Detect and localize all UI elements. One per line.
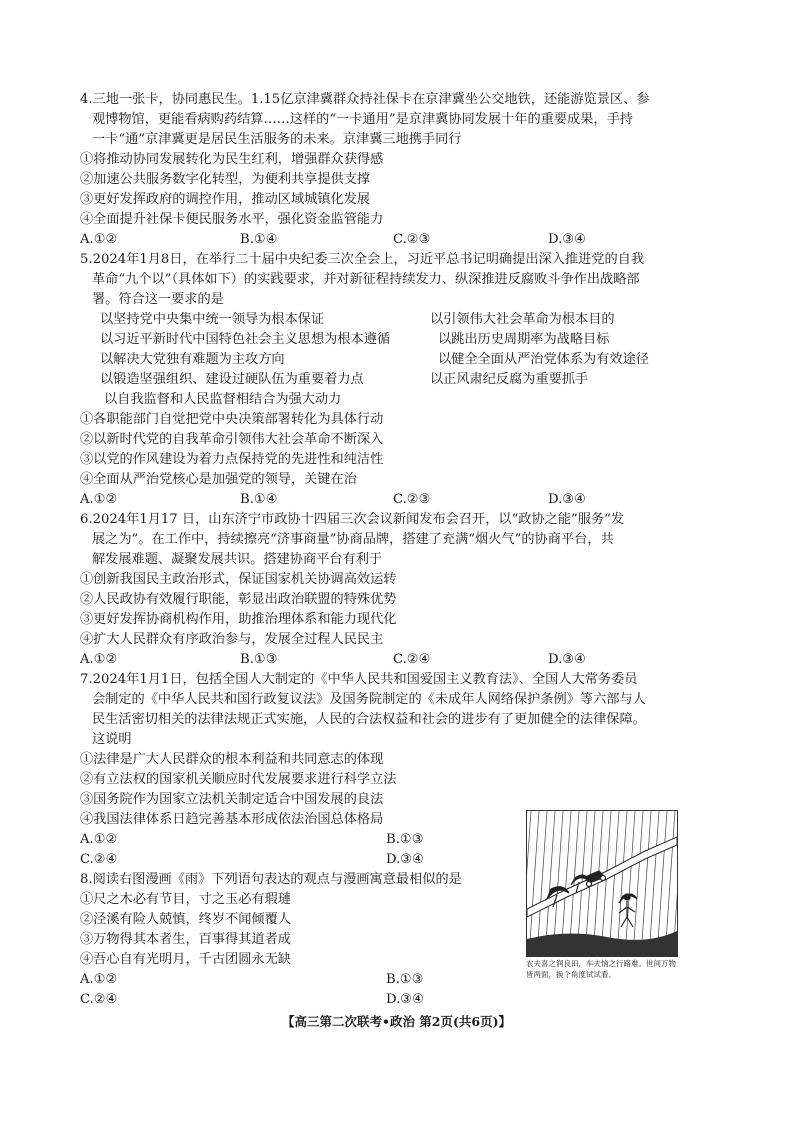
question-6-stem-line-1: 6.2024年1月17 日，山东济宁市政协十四届三次会议新闻发布会召开，以“政协之能”服务“发: [80, 512, 625, 527]
question-6-item-4: ④扩大人民群众有序政治参与，发展全过程人民民主: [80, 632, 384, 647]
question-6-option-b: B.①③: [240, 652, 278, 667]
question-5-item-3: ③以党的作风建设为着力点保持党的先进性和纯洁性: [80, 452, 384, 467]
question-6-option-c: C.②④: [393, 652, 431, 667]
question-8-option-a: A.①②: [80, 972, 118, 987]
question-6-option-d: D.③④: [548, 652, 586, 667]
question-5-point-3: 以习近平新时代中国特色社会主义思想为根本遵循: [100, 332, 391, 347]
question-5-point-9: 以自我监督和人民监督相结合为强大动力: [104, 392, 342, 407]
question-5-point-6: 以健全全面从严治党体系为有效途径: [438, 352, 649, 367]
question-8-option-c: C.②④: [80, 992, 118, 1007]
question-4-option-a: A.①②: [80, 232, 118, 247]
question-5-option-b: B.①④: [240, 492, 278, 507]
question-8-item-3: ③万物得其本者生，百事得其道者成: [80, 932, 291, 947]
rain-cartoon: [526, 810, 678, 957]
question-5-point-5: 以解决大党独有难题为主攻方向: [100, 352, 285, 367]
question-5-stem-line-2: 革命“九个以”（具体如下）的实践要求，并对新征程持续发力、纵深推进反腐败斗争作出战略部: [92, 272, 640, 287]
question-5-item-4: ④全面从严治党核心是加强党的领导，关键在治: [80, 472, 357, 487]
question-5-option-d: D.③④: [548, 492, 586, 507]
question-7-item-2: ②有立法权的国家机关顺应时代发展要求进行科学立法: [80, 772, 397, 787]
question-5-point-1: 以坚持党中央集中统一领导为根本保证: [100, 312, 325, 327]
question-7-stem-line-2: 会制定的《中华人民共和国行政复议法》及国务院制定的《未成年人网络保护条例》等六部与人: [92, 692, 646, 707]
question-7-stem-line-3: 民生活密切相关的法律法规正式实施，人民的合法权益和社会的进步有了更加健全的法律保障。: [92, 712, 646, 727]
question-6-item-3: ③更好发挥协商机构作用，助推治理体系和能力现代化: [80, 612, 397, 627]
question-8-item-4: ④吾心自有光明月，千古团圆永无缺: [80, 952, 291, 967]
question-7-option-b: B.①③: [386, 832, 424, 847]
question-8-option-b: B.①③: [386, 972, 424, 987]
question-7-stem-line-1: 7.2024年1月1日，包括全国人大制定的《中华人民共和国爱国主义教育法》、全国人大常务委员: [80, 672, 638, 687]
question-7-option-a: A.①②: [80, 832, 118, 847]
question-4-stem-line-2: 观博物馆，更能看病购药结算……这样的“一卡通用”是京津冀协同发展十年的重要成果，手持: [92, 112, 633, 127]
question-8-item-1: ①尺之木必有节目，寸之玉必有瑕璉: [80, 892, 291, 907]
question-5-option-c: C.②③: [393, 492, 431, 507]
question-8-option-d: D.③④: [386, 992, 424, 1007]
question-4-stem-line-1: 4.三地一张卡，协同惠民生。1.15亿京津冀群众持社保卡在京津冀坐公交地铁，还能游览景区、参: [80, 92, 650, 107]
question-7-option-c: C.②④: [80, 852, 118, 867]
question-7-item-4: ④我国法律体系日趋完善基本形成依法治国总体格局: [80, 812, 384, 827]
question-4-item-2: ②加速公共服务数字化转型，为便利共享提供支撑: [80, 172, 371, 187]
question-6-option-a: A.①②: [80, 652, 118, 667]
question-7-option-d: D.③④: [386, 852, 424, 867]
question-5-point-7: 以锻造坚强组织、建设过硬队伍为重要着力点: [100, 372, 364, 387]
question-5-option-a: A.①②: [80, 492, 118, 507]
question-4-item-4: ④全面提升社保卡便民服务水平，强化资金监管能力: [80, 212, 384, 227]
question-4-item-3: ③更好发挥政府的调控作用，推动区域城镇化发展: [80, 192, 371, 207]
question-6-item-2: ②人民政协有效履行职能，彰显出政治联盟的特殊优势: [80, 592, 397, 607]
question-5-point-8: 以正风肃纪反腐为重要抓手: [430, 372, 589, 387]
question-5-item-1: ①各职能部门自觉把党中央决策部署转化为具体行动: [80, 412, 384, 427]
question-5-point-2: 以引领伟大社会革命为根本目的: [430, 312, 615, 327]
question-4-option-d: D.③④: [548, 232, 586, 247]
question-6-item-1: ①创新我国民主政治形式，保证国家机关协调高效运转: [80, 572, 397, 587]
question-7-item-3: ③国务院作为国家立法机关制定适合中国发展的良法: [80, 792, 384, 807]
question-5-point-4: 以跳出历史周期率为战略目标: [438, 332, 610, 347]
question-4-stem-line-3: 一卡“通”京津冀更是居民生活服务的未来。京津冀三地携手同行: [92, 132, 462, 147]
question-5-stem-line-3: 署。符合这一要求的是: [92, 292, 224, 307]
question-8-stem-line-1: 8.阅读右图漫画《雨》下列语句表达的观点与漫画寓意最相似的是: [80, 872, 462, 887]
question-8-item-2: ②泾溪有险人兢慎，终岁不闻倾覆人: [80, 912, 291, 927]
question-5-item-2: ②以新时代党的自我革命引领伟大社会革命不断深入: [80, 432, 384, 447]
question-7-item-1: ①法律是广大人民群众的根本利益和共同意志的体现: [80, 752, 384, 767]
question-4-option-c: C.②③: [393, 232, 431, 247]
question-4-option-b: B.①④: [240, 232, 278, 247]
rain-cartoon-drawing: [527, 811, 677, 956]
question-7-stem-line-4: 这说明: [92, 732, 132, 747]
question-4-item-1: ①将推动协同发展转化为民生红利，增强群众获得感: [80, 152, 384, 167]
question-6-stem-line-2: 展之为”。在工作中，持续擦亮“济事商量”协商品牌，搭建了充满“烟火气”的协商平台，共: [92, 532, 614, 547]
cartoon-caption: 农夫喜之润良田，车夫恼之行路难。世间万物皆两面，换个角度试试看。: [526, 959, 676, 979]
page-footer: 【高三第二次联考•政治 第2页(共6页)】: [281, 1014, 512, 1029]
question-6-stem-line-3: 解发展难题、凝聚发展共识。搭建协商平台有利于: [92, 552, 383, 567]
question-5-stem-line-1: 5.2024年1月8日，在举行二十届中央纪委三次全会上，习近平总书记明确提出深入推进党的自我: [80, 252, 645, 267]
